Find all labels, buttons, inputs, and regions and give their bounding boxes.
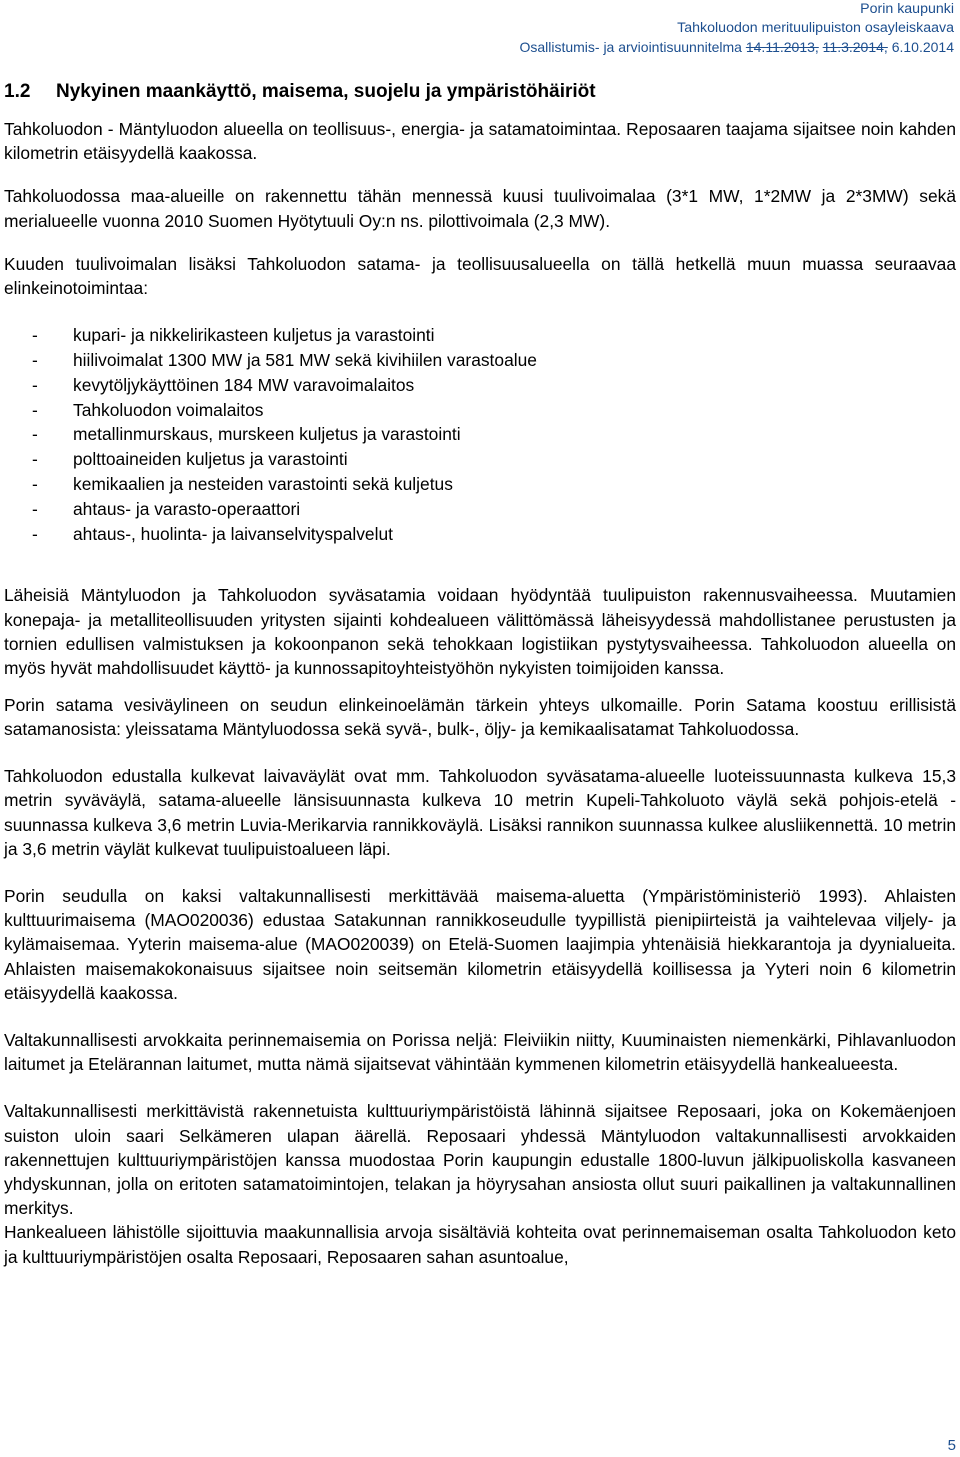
paragraph-deep-harbours: Läheisiä Mäntyluodon ja Tahkoluodon syväsatamia voidaan hyödyntää tuulipuiston rakennusvaiheessa. Muutamien konepaja- ja metalliteollisuuden yritysten sijainti kohdealueen välittömässä läheisyydessä mahdollistanee perustusten ja tornien edullisen valmistuksen ja kokoonpanon sekä tehokkaan logistiikan pystytysvaiheessa. Tahkoluodon alueella on myös hyvät mahdollisuudet käyttö- ja kunnossapitoyhteistyöhön nykyisten toimijoiden kanssa. xyxy=(4,585,956,678)
section-heading xyxy=(4,80,596,104)
paragraph-traditional-landscapes: Valtakunnallisesti arvokkaita perinnemaisemia on Porissa neljä: Fleiviikin niitty, Kuuminaisten niemenkärki, Pihlavanluodon laitumet ja Etelärannan laitumet, mutta nämä sijaitsevat vähintään kymmenen kilometrin etäisyydellä hankealueesta. xyxy=(4,1029,956,1075)
header-date-struck-1: 14.11.2013, xyxy=(745,39,819,55)
header-plan-title: Osallistumis- ja arviointisuunnitelma xyxy=(519,39,742,55)
paragraph-cultural-environments: Valtakunnallisesti merkittävistä rakennetuista kulttuuriympäristöistä lähinnä sijaitsee Reposaari, joka on Kokemäenjoen suiston uloin saari Selkämeren ulapan äärellä. Reposaari yhdessä Mäntyluodon valtakunnallisesti arvokkaiden rakennettujen kulttuuriympäristöjen kanssa muodostaa Porin kaupungin edustalle 1800-luvun jälkipuoliskolla kasvaneen yhdyskunnan, jolla on eritoten satamatoimintojen, telakan ja höyrysahan ansiosta ollut suuri paikallinen ja valtakunnallinen merkitys. xyxy=(4,1101,956,1219)
list-item: - kevytöljykäyttöinen 184 MW varavoimalaitos xyxy=(4,373,956,398)
paragraph-port-of-pori: Porin satama vesiväylineen on seudun elinkeinoelämän tärkein yhteys ulkomaille. Porin Satama koostuu erillisistä satamanosista: yleissatama Mäntyluodossa sekä syvä-, bulk-, öljy- ja kemikaalisatamat Tahkoluodossa. xyxy=(4,694,956,739)
paragraph-fairways: Tahkoluodon edustalla kulkevat laivaväylät ovat mm. Tahkoluodon syväsatama-alueelle luoteissuunnasta kulkeva 15,3 metrin syväväylä, satama-alueelle länsisuunnasta kulkeva 10 metrin Kupeli-Tahkoluoto väylä sekä pohjois-etelä -suunnassa kulkeva 3,6 metrin Luvia-Merikarvia rannikkoväylä. Lisäksi rannikon suunnassa kulkee alusliikennettä. 10 metrin ja 3,6 metrin väylät kulkevat tuulipuistoalueen läpi. xyxy=(4,766,956,859)
list-item: - metallinmurskaus, murskeen kuljetus ja varastointi xyxy=(4,422,956,447)
list-item: - kemikaalien ja nesteiden varastointi sekä kuljetus xyxy=(4,472,956,497)
paragraph-wind-turbines: Tahkoluodossa maa-alueille on rakennettu tähän mennessä kuusi tuulivoimalaa (3*1 MW, 1*2MW ja 2*3MW) sekä merialueelle vuonna 2010 Suomen Hyötytuuli Oy:n ns. pilottivoimala (2,3 MW). xyxy=(4,186,956,231)
paragraph-landscape-areas: Porin seudulla on kaksi valtakunnallisesti merkittävää maisema-aluetta (Ympäristöministeriö 1993). Ahlaisten kulttuurimaisema (MAO020036) edustaa Satakunnan rannikkoseudulle tyypillistä pienipiirteistä ja vaihtelevaa viljely- ja kylämaisemaa. Yyterin maisema-alue (MAO020039) on Etelä-Suomen laajimpia yhtenäisiä hiekkarantoja ja dyynialueita. Ahlaisten maisemakokonaisuus sijaitsee noin seitsemän kilometrin etäisyydellä koillisessa ja Yyteri noin 6 kilometrin etäisyydellä kaakossa. xyxy=(4,885,956,1003)
list-item: - ahtaus- ja varasto-operaattori xyxy=(4,497,956,522)
page-header xyxy=(519,0,954,57)
document-body xyxy=(4,117,956,1269)
paragraph-land-use: Tahkoluodon - Mäntyluodon alueella on teollisuus-, energia- ja satamatoimintaa. Reposaaren taajama sijaitsee noin kahden kilometrin etäisyydellä kaakossa. xyxy=(4,119,956,164)
header-plan-dates xyxy=(519,38,954,57)
section-number: 1.2 xyxy=(4,81,31,102)
list-item: - ahtaus-, huolinta- ja laivanselvityspalvelut xyxy=(4,522,956,547)
list-item: - kupari- ja nikkelirikasteen kuljetus ja varastointi xyxy=(4,323,956,348)
paragraph-regional-values: Hankealueen lähistölle sijoittuvia maakunnallisia arvoja sisältäviä kohteita ovat perinnemaiseman osalta Tahkoluodon keto ja kulttuuriympäristöjen osalta Reposaari, Reposaaren sahan asuntoalue, xyxy=(4,1222,956,1267)
header-date-struck-2: 11.3.2014, xyxy=(822,39,888,55)
section-title: Nykyinen maankäyttö, maisema, suojelu ja ympäristöhäiriöt xyxy=(56,81,596,102)
list-item: - polttoaineiden kuljetus ja varastointi xyxy=(4,447,956,472)
paragraph-business-intro: Kuuden tuulivoimalan lisäksi Tahkoluodon satama- ja teollisuusalueella on tällä hetkellä muun muassa seuraavaa elinkeinotoimintaa: xyxy=(4,253,956,299)
list-item: - Tahkoluodon voimalaitos xyxy=(4,398,956,423)
header-project-name: Tahkoluodon merituulipuiston osayleiskaava xyxy=(677,20,954,36)
list-item: - hiilivoimalat 1300 MW ja 581 MW sekä kivihiilen varastoalue xyxy=(4,348,956,373)
business-activity-list xyxy=(4,323,956,546)
header-organization: Porin kaupunki xyxy=(860,1,954,17)
page-number: 5 xyxy=(947,1437,956,1454)
header-date-current: 6.10.2014 xyxy=(891,39,954,55)
